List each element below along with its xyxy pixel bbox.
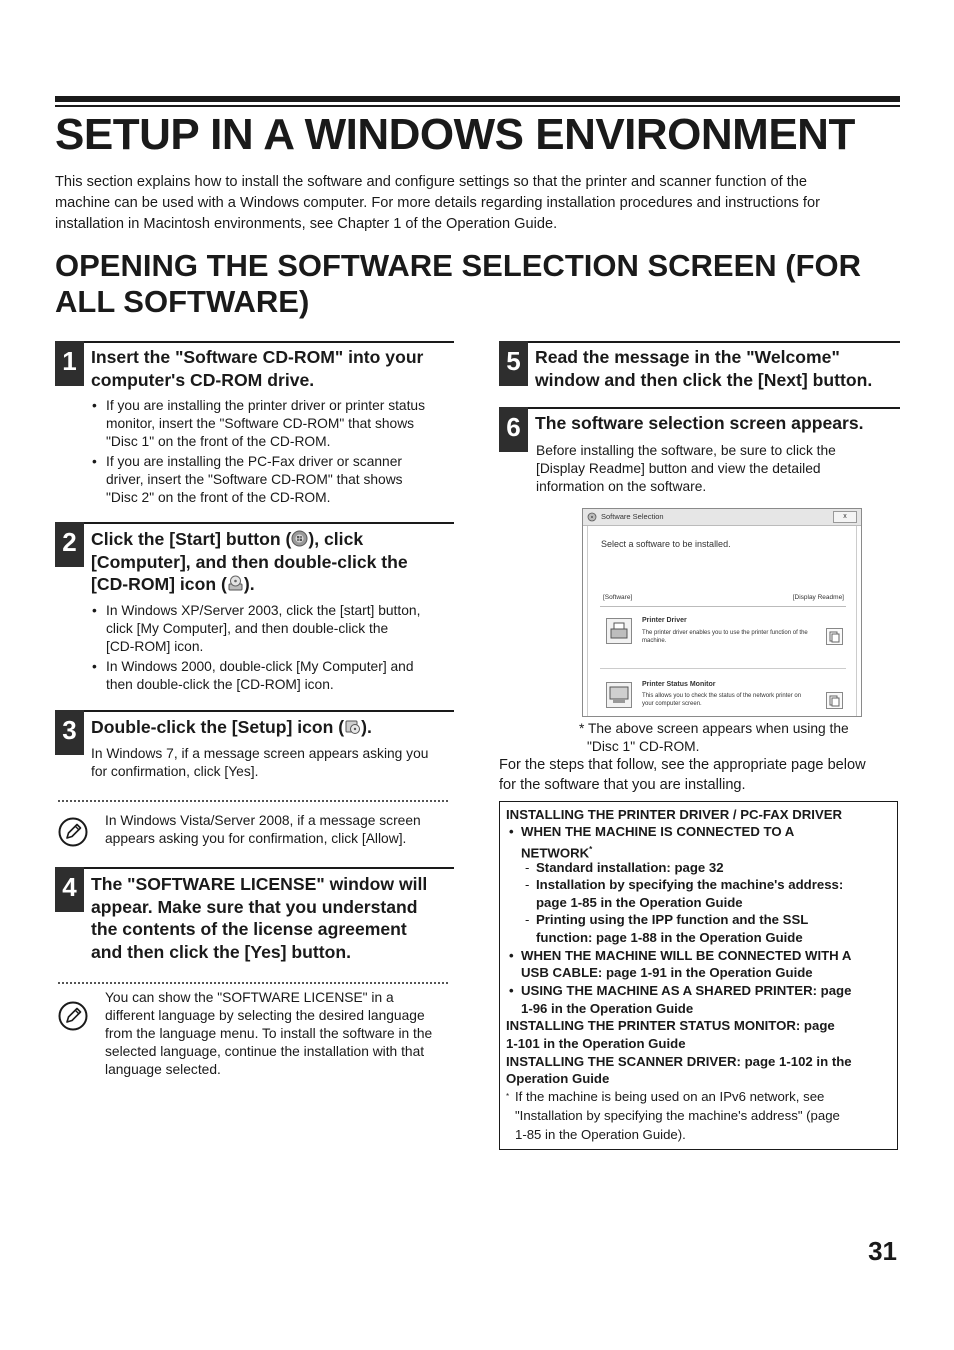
step-3-note: In Windows Vista/Server 2008, if a message screen appears asking you for confirmation, click [Allow].	[105, 813, 421, 846]
step-heading: Double-click the [Setup] icon ( ).	[91, 717, 372, 737]
step-5	[499, 341, 900, 391]
page-title: SETUP IN A WINDOWS ENVIRONMENT	[55, 110, 855, 159]
step-rule	[499, 407, 900, 409]
installation-reference-box: INSTALLING THE PRINTER DRIVER / PC-FAX DRIVER • WHEN THE MACHINE IS CONNECTED TO A NETWORK* - Standard installation: page 32 - Installation by specifying the machine's address: page 1-85 in the Operation Guide - Printing using the IPP function and the SSL function: page 1-88 in the Operation Guide • WHEN THE MACHINE WILL BE CONNECTED WITH A USB CABLE: page 1-91 in the Operation Guide • USING THE MACHINE AS A SHARED PRINTER: page 1-96 in the Operation Guide INSTALLING THE PRINTER STATUS MONITOR: page 1-101 in the Operation Guide INSTALLING THE SCANNER DRIVER: page 1-102 in the Operation Guide * If the machine is being used on an IPv6 network, see "Installation by specifying the machine's address" (page 1-85 in the Operation Guide).	[499, 801, 898, 1150]
section-title: OPENING THE SOFTWARE SELECTION SCREEN (FOR ALL SOFTWARE)	[55, 248, 862, 319]
software-item-printer-status-monitor[interactable]	[600, 674, 845, 717]
step-rule	[55, 710, 454, 712]
software-item-name: Printer Driver	[642, 617, 687, 624]
window-close-button[interactable]: x	[833, 511, 857, 523]
intro-paragraph: This section explains how to install the software and configure settings so that the printer and scanner function of the machine can be used with a Windows computer. For more details regarding installation procedures and instructions for installation in Macintosh environments, see Chapter 1 of the Operation Guide.	[55, 174, 820, 232]
printer-driver-icon	[606, 618, 632, 644]
note-divider	[58, 800, 448, 802]
step-rule	[55, 522, 454, 524]
window-app-icon	[587, 512, 597, 522]
step-heading: The "SOFTWARE LICENSE" window will appear. Make sure that you understand the contents of the license agreement and then click the [Yes] button.	[91, 874, 428, 962]
display-readme-icon[interactable]	[826, 628, 843, 645]
item-separator	[600, 668, 846, 669]
header-rule-thin	[55, 105, 900, 107]
software-item-desc: The printer driver enables you to use the printer function of the machine.	[642, 630, 808, 644]
header-separator	[600, 606, 846, 607]
step-number: 2	[55, 522, 84, 567]
step-4	[55, 867, 454, 962]
page-number: 31	[868, 1236, 897, 1266]
list-item: • If you are installing the printer driver or printer status monitor, insert the "Software CD-ROM" that shows "Disc 1" on the front of the CD-ROM.	[92, 397, 452, 451]
window-title: Software Selection	[601, 512, 664, 521]
step-number: 4	[55, 867, 84, 912]
list-item: • In Windows 2000, double-click [My Computer] and then double-click the [CD-ROM] icon.	[92, 658, 452, 694]
note-pencil-icon	[58, 817, 88, 847]
step-number: 5	[499, 341, 528, 386]
step-rule	[55, 341, 454, 343]
step-heading: Click the [Start] button ( ), click [Computer], and then double-click the [CD-ROM] icon ( ).	[91, 529, 408, 594]
setup-icon	[344, 718, 361, 735]
step-2	[55, 522, 454, 592]
header-rule-thick	[55, 96, 900, 102]
step-rule	[499, 341, 900, 343]
step-number: 1	[55, 341, 84, 386]
window-body	[587, 526, 857, 716]
screen-prompt: Select a software to be installed.	[601, 539, 731, 549]
step-heading: Read the message in the "Welcome" window and then click the [Next] button.	[535, 347, 873, 390]
printer-status-monitor-icon	[606, 682, 632, 708]
display-readme-icon[interactable]	[826, 692, 843, 709]
step-6-body: Before installing the software, be sure to click the [Display Readme] button and view the detailed information on the software.	[536, 443, 836, 494]
cd-rom-drive-icon	[227, 575, 244, 592]
software-item-desc: This allows you to check the status of the network printer on your computer screen.	[642, 693, 802, 707]
note-divider	[58, 982, 448, 984]
step-number: 6	[499, 407, 528, 452]
note-pencil-icon	[58, 1001, 88, 1031]
step-4-note: You can show the "SOFTWARE LICENSE" in a different language by selecting the desired language from the language menu. To install the software in the selected language, continue the installation with that language selected.	[105, 990, 433, 1077]
software-item-name: Printer Status Monitor	[642, 681, 716, 688]
start-button-icon	[291, 530, 308, 547]
follow-steps-text: For the steps that follow, see the appropriate page below for the software that you are installing.	[499, 757, 866, 793]
step-1	[55, 341, 454, 401]
step-rule	[55, 867, 454, 869]
software-selection-screenshot	[582, 508, 862, 717]
step-heading: The software selection screen appears.	[535, 413, 864, 433]
screenshot-footnote: * The above screen appears when using the "Disc 1" CD-ROM.	[579, 721, 849, 754]
display-readme-header-label: [Display Readme]	[792, 594, 844, 601]
step-1-bullets	[92, 397, 452, 509]
step-number: 3	[55, 710, 84, 755]
software-header-label: [Software]	[603, 594, 633, 601]
step-heading: Insert the "Software CD-ROM" into your computer's CD-ROM drive.	[91, 347, 424, 390]
window-titlebar	[583, 509, 861, 526]
list-item: • If you are installing the PC-Fax driver or scanner driver, insert the "Software CD-ROM" that shows "Disc 2" on the front of the CD-ROM.	[92, 453, 452, 507]
list-item: • In Windows XP/Server 2003, click the [start] button, click [My Computer], and then double-click the [CD-ROM] icon.	[92, 602, 452, 656]
software-item-printer-driver[interactable]	[600, 610, 845, 660]
step-2-bullets	[92, 602, 452, 696]
step-3-body: In Windows 7, if a message screen appears asking you for confirmation, click [Yes].	[91, 746, 429, 779]
